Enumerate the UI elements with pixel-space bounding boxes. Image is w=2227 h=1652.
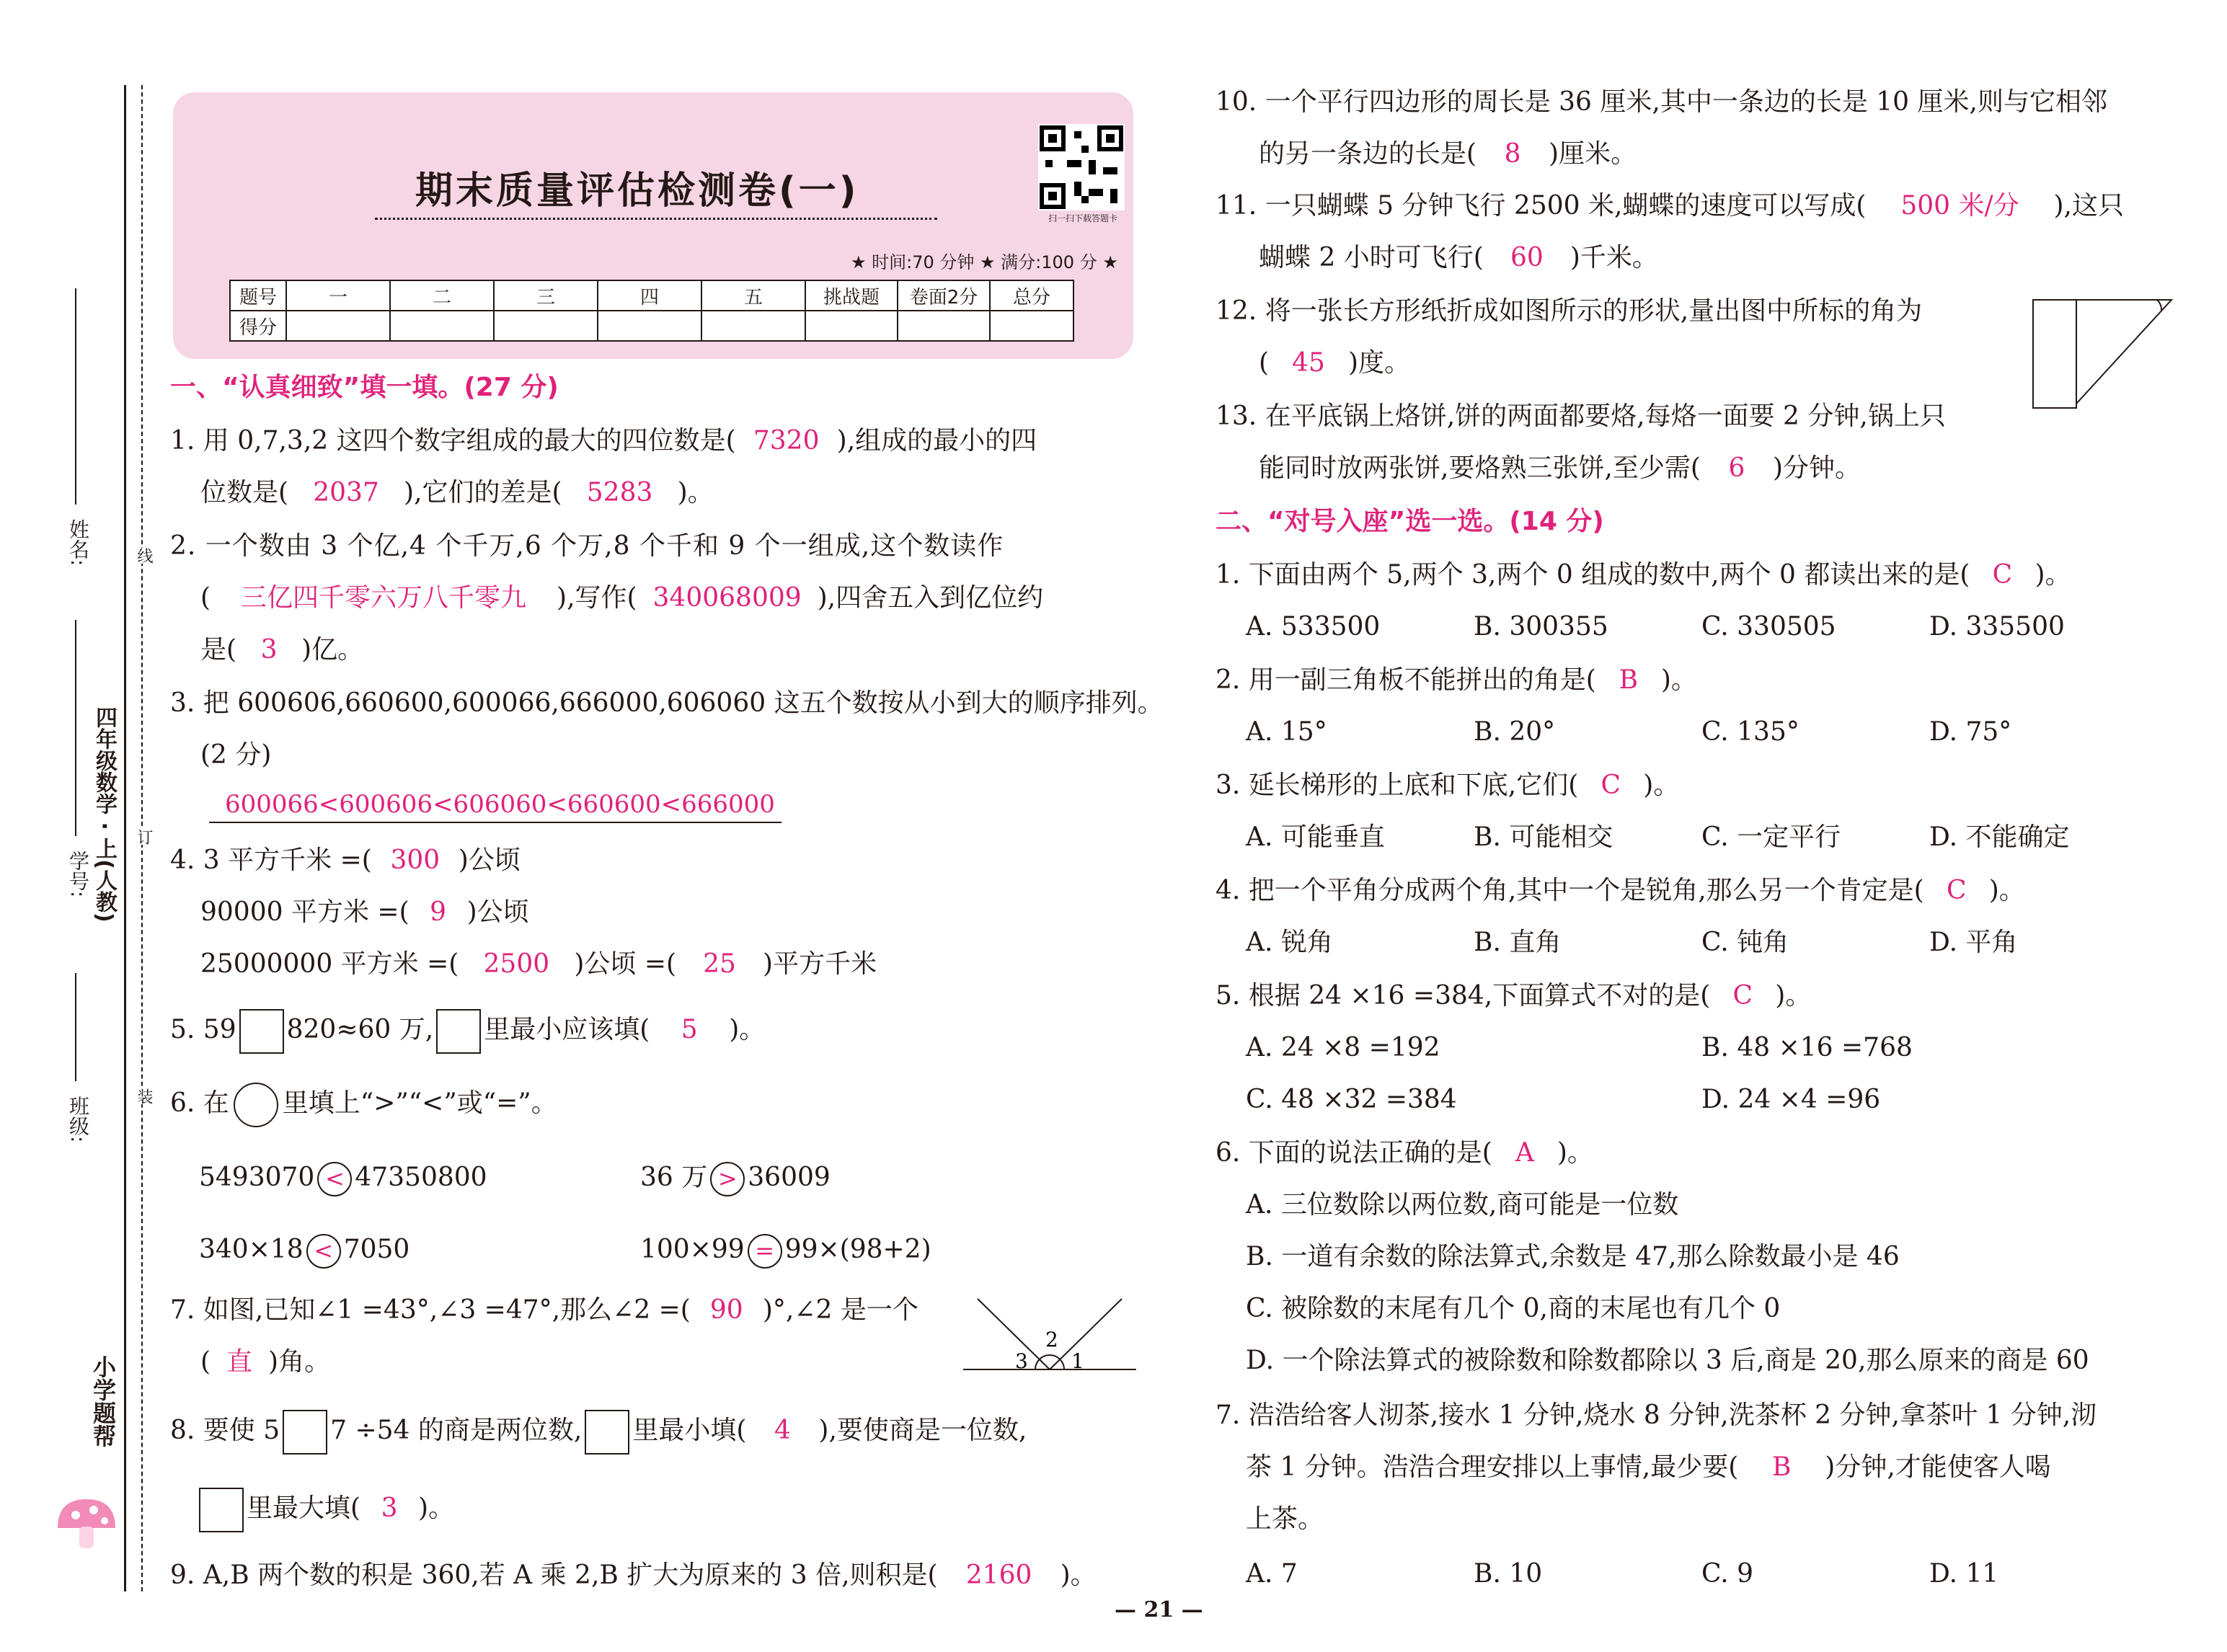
option[interactable]: C. 330505 <box>1701 612 1836 641</box>
answer: A <box>1515 1138 1534 1168</box>
question-10: 10. 一个平行四边形的周长是 36 厘米,其中一条边的长是 10 厘米,则与它相邻 <box>1216 87 2107 117</box>
option[interactable]: A. 锐角 <box>1246 928 1333 957</box>
answer: 5283 <box>586 478 653 507</box>
question-7: 7. 如图,已知∠1 =43°,∠3 =47°,那么∠2 =( 90 )°,∠2 是一个 <box>170 1295 918 1325</box>
margin-cut-label: 订 <box>133 829 155 845</box>
option[interactable]: D. 11 <box>1929 1559 1999 1589</box>
answer: 直 <box>226 1347 253 1377</box>
question-2-cont: ( 三亿四千零六万八千零九 ),写作( 340068009 ),四舍五入到亿位约 <box>200 583 1044 613</box>
answer: 3 <box>260 635 278 665</box>
question-1-cont: 位数是( 2037 ),它们的差是( 5283 )。 <box>200 478 714 507</box>
answer: B <box>1619 665 1639 695</box>
score-table-col: 一 <box>286 280 390 311</box>
margin-subject: 四年级数学 · 上(人教) <box>92 706 117 923</box>
answer: C <box>1946 876 1967 905</box>
option[interactable]: A. 24 ×8 =192 <box>1246 1033 1440 1062</box>
question-4-cont: 25000000 平方米 =( 2500 )公顷 =( 25 )平方千米 <box>200 949 877 979</box>
option[interactable]: A. 可能垂直 <box>1246 822 1385 852</box>
section-1-title: 一、“认真细致”填一填。(27 分) <box>170 373 559 402</box>
margin-school-no-line <box>75 620 76 836</box>
option[interactable]: D. 不能确定 <box>1929 822 2070 852</box>
compare-answer: > <box>710 1162 745 1196</box>
mushroom-logo <box>50 1485 130 1557</box>
compare-item: 340×18 < 7050 <box>199 1230 409 1270</box>
margin-class-label: 班级: <box>66 1096 90 1143</box>
option[interactable]: D. 一个除法算式的被除数和除数都除以 3 后,商是 20,那么原来的商是 60 <box>1246 1346 2089 1375</box>
answer: 6 <box>1728 453 1745 483</box>
answer: 3 <box>381 1493 398 1523</box>
answer: 2160 <box>965 1560 1032 1590</box>
score-cell[interactable] <box>598 311 701 341</box>
question-3: 3. 把 600606,660600,600066,666000,606060 这五个数按从小到大的顺序排列。 <box>170 688 1164 718</box>
compare-circle <box>234 1083 278 1127</box>
option[interactable]: C. 48 ×32 =384 <box>1246 1085 1457 1114</box>
qr-caption: 扫一扫下载答题卡 <box>1048 213 1117 223</box>
answer: 60 <box>1510 243 1544 272</box>
choice-question-7-cont: 茶 1 分钟。浩浩合理安排以上事情,最少要( B )分钟,才能使客人喝 <box>1246 1452 2051 1482</box>
question-11-cont: 蝴蝶 2 小时可飞行( 60 )千米。 <box>1259 243 1658 272</box>
page-title: 期末质量评估检测卷(一) <box>415 169 859 213</box>
choice-question-7: 7. 浩浩给客人沏茶,接水 1 分钟,烧水 8 分钟,洗茶杯 2 分钟,拿茶叶 1 分钟,沏 <box>1216 1400 2097 1430</box>
score-cell[interactable] <box>390 311 494 341</box>
choice-question-7-cont: 上茶。 <box>1246 1504 1324 1534</box>
angle-label: 2 <box>1045 1328 1058 1351</box>
option[interactable]: C. 9 <box>1701 1559 1754 1589</box>
compare-item: 100×99 = 99×(98+2) <box>640 1230 931 1270</box>
score-table-col: 总分 <box>990 280 1073 311</box>
qr-code-icon <box>1038 124 1125 210</box>
score-cell[interactable] <box>286 311 390 341</box>
angle-label: 3 <box>1015 1349 1028 1373</box>
score-table-header: 题号 <box>230 280 286 311</box>
answer-box[interactable] <box>199 1488 244 1532</box>
option[interactable]: B. 20° <box>1474 717 1556 747</box>
answer: 90 <box>709 1295 743 1325</box>
title-underline <box>375 218 937 220</box>
option[interactable]: B. 10 <box>1474 1559 1543 1589</box>
score-table-header: 得分 <box>230 311 286 341</box>
margin-name-label: 姓名: <box>66 519 90 567</box>
answer-box[interactable] <box>585 1410 629 1455</box>
question-3-points: (2 分) <box>200 740 272 770</box>
answer: 8 <box>1504 139 1521 169</box>
option[interactable]: C. 被除数的末尾有几个 0,商的末尾也有几个 0 <box>1246 1294 1781 1323</box>
folded-paper-figure <box>2030 296 2174 411</box>
margin-solid-line <box>124 85 126 1591</box>
option[interactable]: D. 24 ×4 =96 <box>1701 1085 1881 1114</box>
option[interactable]: B. 300355 <box>1474 612 1608 641</box>
option[interactable]: D. 平角 <box>1929 928 2018 957</box>
score-cell[interactable] <box>701 311 805 341</box>
choice-question-6: 6. 下面的说法正确的是( A )。 <box>1216 1138 1593 1168</box>
choice-question-2: 2. 用一副三角板不能拼出的角是( B )。 <box>1216 665 1697 695</box>
question-6: 6. 在 里填上“>”“<”或“=”。 <box>170 1080 557 1127</box>
question-13-cont: 能同时放两张饼,要烙熟三张饼,至少需( 6 )分钟。 <box>1259 453 1861 483</box>
question-2: 2. 一个数由 3 个亿,4 个千万,6 个万,8 个千和 9 个一组成,这个数读作 <box>170 531 1004 561</box>
section-2-title: 二、“对号入座”选一选。(14 分) <box>1216 507 1604 536</box>
option[interactable]: C. 一定平行 <box>1701 822 1841 852</box>
option[interactable]: C. 钝角 <box>1701 928 1789 957</box>
option[interactable]: D. 75° <box>1929 717 2012 747</box>
score-table-col: 卷面2分 <box>898 280 990 311</box>
option[interactable]: B. 一道有余数的除法算式,余数是 47,那么除数最小是 46 <box>1246 1242 1900 1271</box>
answer: 7320 <box>753 426 820 456</box>
score-cell[interactable] <box>990 311 1073 341</box>
answer: C <box>1992 560 2013 590</box>
score-table <box>229 280 1074 342</box>
question-13: 13. 在平底锅上烙饼,饼的两面都要烙,每烙一面要 2 分钟,锅上只 <box>1216 401 1946 431</box>
compare-answer: < <box>306 1234 341 1269</box>
question-9: 9. A,B 两个数的积是 360,若 A 乘 2,B 扩大为原来的 3 倍,则积是( 2160 )。 <box>170 1560 1097 1590</box>
question-4: 4. 3 平方千米 =( 300 )公顷 <box>170 845 521 875</box>
score-cell[interactable] <box>898 311 990 341</box>
answer: 300 <box>390 845 440 875</box>
angle-label: 1 <box>1071 1349 1084 1373</box>
page-number: — 21 — <box>1115 1597 1203 1622</box>
option[interactable]: B. 48 ×16 =768 <box>1701 1033 1913 1062</box>
option[interactable]: B. 直角 <box>1474 928 1562 957</box>
question-10-cont: 的另一条边的长是( 8 )厘米。 <box>1259 139 1637 169</box>
answer-box[interactable] <box>436 1009 481 1054</box>
angle-figure <box>963 1294 1136 1381</box>
question-12: 12. 将一张长方形纸折成如图所示的形状,量出图中所标的角为 <box>1216 296 1923 326</box>
choice-question-3: 3. 延长梯形的上底和下底,它们( C )。 <box>1216 771 1680 800</box>
question-11: 11. 一只蝴蝶 5 分钟飞行 2500 米,蝴蝶的速度可以写成( 500 米/分 ),这只 <box>1216 191 2124 221</box>
question-7-cont: ( 直 )角。 <box>200 1347 331 1377</box>
score-cell[interactable] <box>805 311 898 341</box>
answer: 340068009 <box>652 583 802 613</box>
question-8: 8. 要使 5 7 ÷54 的商是两位数, 里最小填( 4 ),要使商是一位数, <box>170 1407 1027 1455</box>
compare-item: 5493070 < 47350800 <box>199 1158 487 1198</box>
answer-box[interactable] <box>239 1009 284 1054</box>
score-table-col: 五 <box>701 280 805 311</box>
answer: 9 <box>430 897 447 927</box>
score-cell[interactable] <box>494 311 598 341</box>
option[interactable]: C. 135° <box>1701 717 1799 747</box>
answer-line: 600066<600606<606060<660600<666000 <box>225 790 775 819</box>
question-2-cont: 是( 3 )亿。 <box>200 635 364 665</box>
answer: C <box>1600 771 1621 800</box>
score-table-col: 三 <box>494 280 598 311</box>
score-table-col: 四 <box>598 280 701 311</box>
question-5: 5. 59 820≈60 万, 里最小应该填( 5 )。 <box>170 1006 765 1054</box>
answer: 4 <box>774 1416 791 1445</box>
option[interactable]: A. 15° <box>1246 717 1327 747</box>
score-table-col: 挑战题 <box>805 280 898 311</box>
compare-answer: < <box>317 1162 352 1196</box>
option[interactable]: A. 三位数除以两位数,商可能是一位数 <box>1246 1190 1679 1220</box>
score-table-col: 二 <box>390 280 494 311</box>
question-4-cont: 90000 平方米 =( 9 )公顷 <box>200 897 529 927</box>
option[interactable]: D. 335500 <box>1929 612 2065 641</box>
answer-box[interactable] <box>283 1410 327 1455</box>
margin-name-line <box>75 288 76 505</box>
answer: 2500 <box>483 949 550 979</box>
answer: C <box>1732 981 1753 1011</box>
choice-question-1: 1. 下面由两个 5,两个 3,两个 0 组成的数中,两个 0 都读出来的是( C )。 <box>1216 560 2071 590</box>
answer-underline <box>209 822 782 823</box>
margin-cut-label: 线 <box>133 548 155 564</box>
answer: 5 <box>681 1015 698 1044</box>
question-12-cont: ( 45 )度。 <box>1259 348 1411 378</box>
answer: B <box>1772 1452 1792 1482</box>
margin-brand: 小学题帮 <box>89 1355 117 1447</box>
answer: 45 <box>1292 348 1325 378</box>
compare-item: 36 万 > 36009 <box>640 1158 831 1198</box>
answer: 500 米/分 <box>1900 191 2019 221</box>
answer: 三亿四千零六万八千零九 <box>241 583 527 613</box>
option[interactable]: A. 533500 <box>1246 612 1381 641</box>
answer: 2037 <box>313 478 379 507</box>
margin-school-no-label: 学号: <box>66 851 90 898</box>
time-info: ★ 时间:70 分钟 ★ 满分:100 分 ★ <box>851 252 1118 272</box>
compare-answer: = <box>748 1234 782 1269</box>
margin-cut-label: 装 <box>133 1088 155 1104</box>
question-8-cont: 里最大填( 3 )。 <box>199 1485 454 1532</box>
option[interactable]: B. 可能相交 <box>1474 822 1613 852</box>
question-1: 1. 用 0,7,3,2 这四个数字组成的最大的四位数是( 7320 ),组成的最小的四 <box>170 426 1037 456</box>
option[interactable]: A. 7 <box>1246 1559 1298 1589</box>
choice-question-4: 4. 把一个平角分成两个角,其中一个是锐角,那么另一个肯定是( C )。 <box>1216 876 2025 905</box>
answer: 25 <box>703 949 736 979</box>
margin-class-line <box>75 973 76 1081</box>
choice-question-5: 5. 根据 24 ×16 =384,下面算式不对的是( C )。 <box>1216 981 1812 1011</box>
